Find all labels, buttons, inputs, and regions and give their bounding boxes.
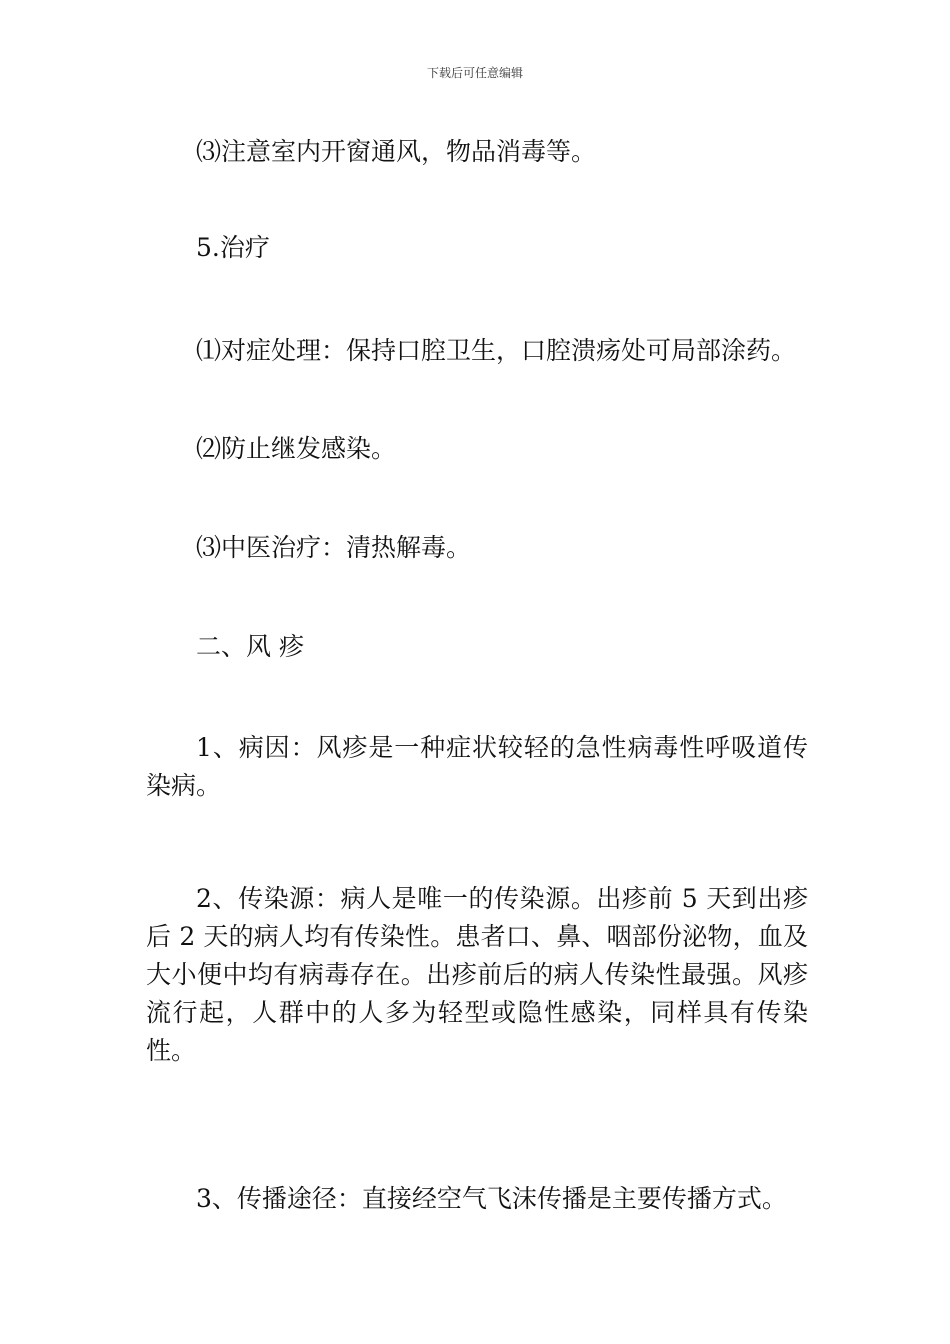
paragraph-ventilation: ⑶注意室内开窗通风，物品消毒等。 bbox=[196, 137, 597, 166]
paragraph-symptomatic-treatment: ⑴对症处理：保持口腔卫生，口腔溃疡处可局部涂药。 bbox=[196, 336, 797, 365]
paragraph-cause: 1、病因：风疹是一种症状较轻的急性病毒性呼吸道传染病。 bbox=[146, 733, 808, 800]
paragraph-prevent-infection: ⑵防止继发感染。 bbox=[196, 434, 397, 463]
paragraph-transmission-route: 3、传播途径：直接经空气飞沫传播是主要传播方式。 bbox=[196, 1184, 787, 1213]
paragraph-tcm-treatment: ⑶中医治疗：清热解毒。 bbox=[196, 533, 472, 562]
section-heading-rubella: 二、风 疹 bbox=[196, 632, 304, 661]
section-heading-treatment: 5.治疗 bbox=[196, 233, 270, 262]
paragraph-infection-source: 2、传染源：病人是唯一的传染源。出疹前 5 天到出疹后 2 天的病人均有传染性。患者口、鼻、咽部份泌物，血及大小便中均有病毒存在。出疹前后的病人传染性最强。风疹流行起，人群中的人多为轻型或隐性感染，同样具有传染性。 bbox=[146, 884, 808, 1065]
page-header: 下载后可任意编辑 bbox=[426, 66, 523, 80]
